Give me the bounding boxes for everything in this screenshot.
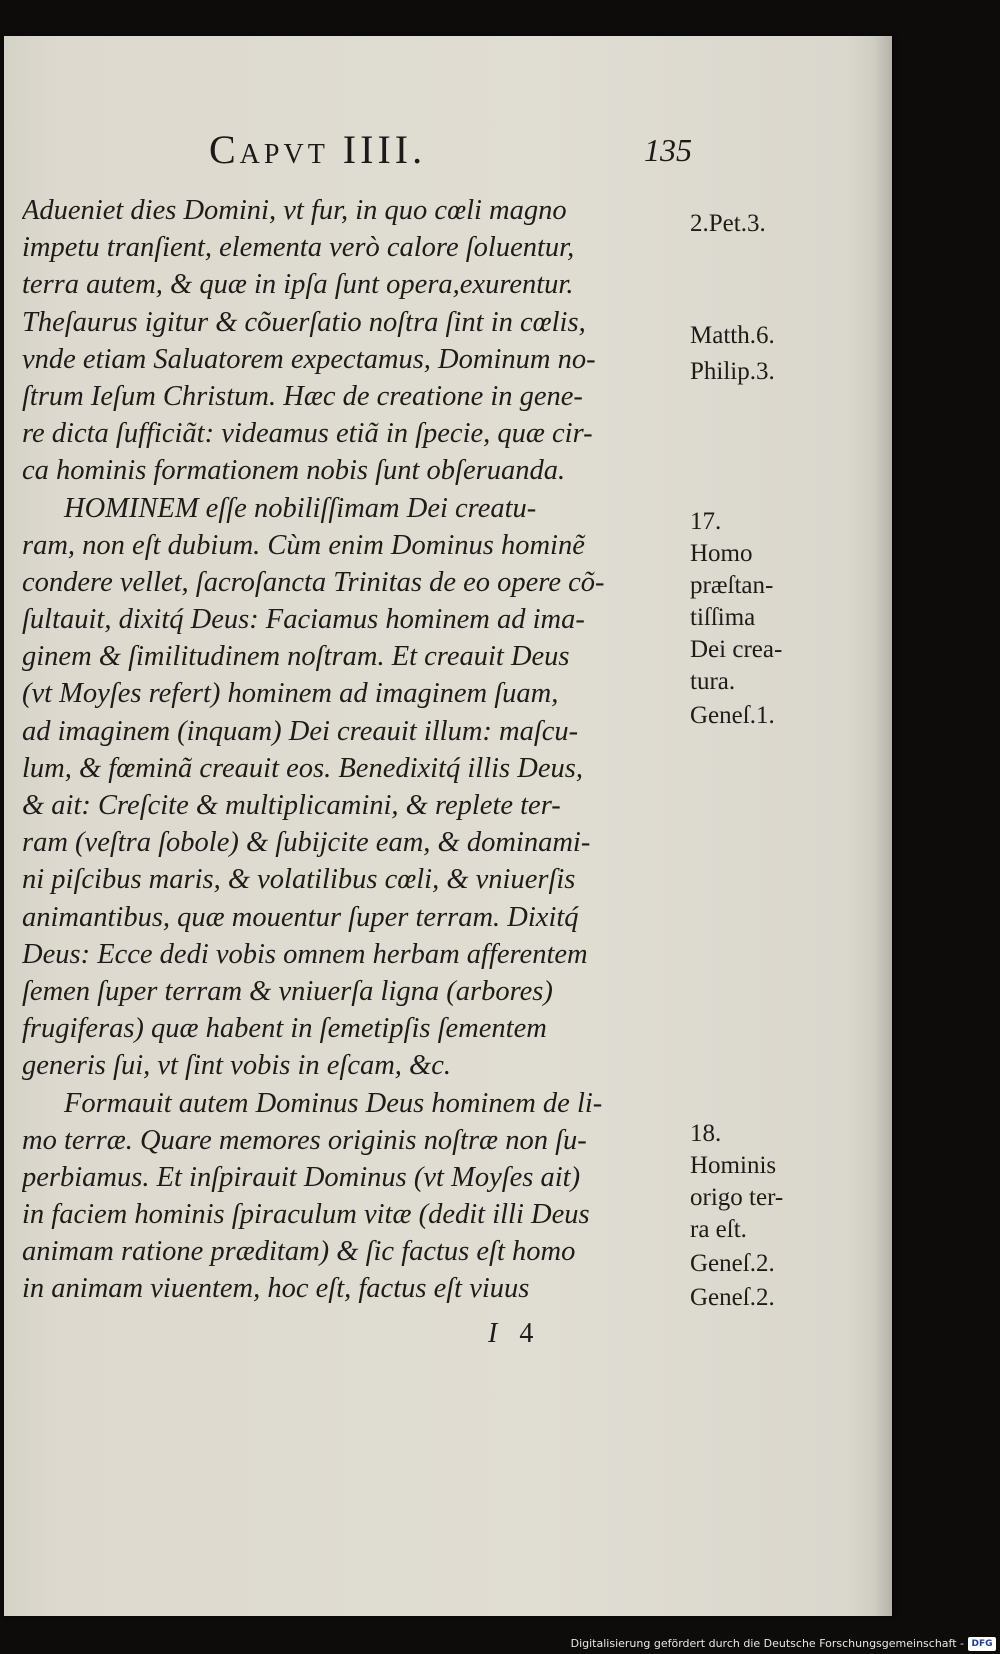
margin-note: tura. xyxy=(690,668,736,695)
margin-note: 18. xyxy=(690,1120,722,1147)
margin-note: Geneſ.2. xyxy=(690,1250,775,1277)
text-line: vnde etiam Saluatorem expectamus, Dominum no- xyxy=(22,343,596,375)
text-line: lum, & fœminã creauit eos. Benedixitq́ illis Deus, xyxy=(22,752,583,784)
text-line: condere vellet, ſacroſancta Trinitas de eo opere cõ- xyxy=(22,566,605,598)
text-line: Theſaurus igitur & cõuerſatio noſtra ſint in cœlis, xyxy=(22,306,586,338)
text-line: ſultauit, dixitq́ Deus: Faciamus hominem ad ima- xyxy=(22,604,585,636)
text-line: ni piſcibus maris, & volatilibus cœli, & vniuerſis xyxy=(22,864,576,896)
chapter-title: Capvt IIII. xyxy=(209,127,427,172)
text-line: Adueniet dies Domini, vt fur, in quo cœli magno xyxy=(22,195,567,226)
body-text xyxy=(22,192,662,1308)
text-line: Formauit autem Dominus Deus hominem de li- xyxy=(64,1087,603,1119)
text-line: HOMINEM eſſe nobiliſſimam Dei creatu- xyxy=(64,492,537,524)
text-line: animam ratione præditam) & ſic factus eſt homo xyxy=(22,1236,576,1268)
text-line: ad imaginem (inquam) Dei creauit illum: maſcu- xyxy=(22,715,579,747)
text-line: ginem & ſimilitudinem noſtram. Et creauit Deus xyxy=(22,641,570,673)
text-line: in animam viuentem, hoc eſt, factus eſt viuus xyxy=(22,1273,530,1305)
signature-mark xyxy=(488,1318,533,1350)
book-page xyxy=(4,36,892,1616)
text-line: generis ſui, vt ſint vobis in eſcam, &c. xyxy=(22,1050,452,1082)
margin-note: origo ter- xyxy=(690,1184,784,1211)
text-line: ca hominis formationem nobis ſunt obſeruanda. xyxy=(22,455,566,487)
text-line: ram (veſtra ſobole) & ſubijcite eam, & dominami- xyxy=(22,827,591,859)
running-head xyxy=(4,126,892,186)
text-line: frugiferas) quæ habent in ſemetipſis ſementem xyxy=(22,1013,547,1045)
text-line: & ait: Creſcite & multiplicamini, & replete ter- xyxy=(22,790,561,821)
margin-note: Homo xyxy=(690,540,753,567)
margin-note: 17. xyxy=(690,508,722,535)
funding-credit: Digitalisierung gefördert durch die Deutsche Forschungsgemeinschaft - xyxy=(570,1637,964,1650)
footer-bar xyxy=(0,1636,1000,1654)
margin-note: 2.Pet.3. xyxy=(690,210,766,237)
dfg-logo: DFG xyxy=(968,1637,996,1651)
signature-letter: I xyxy=(488,1318,498,1349)
margin-note: præſtan- xyxy=(690,572,774,599)
margin-note: ra eſt. xyxy=(690,1216,747,1243)
margin-note: Dei crea- xyxy=(690,636,783,663)
text-line: animantibus, quæ mouentur ſuper terram. Dixitq́ xyxy=(22,901,579,933)
signature-number: 4 xyxy=(519,1318,534,1349)
margin-note: Geneſ.1. xyxy=(690,702,775,729)
text-line: (vt Moyſes refert) hominem ad imaginem ſuam, xyxy=(22,678,559,710)
margin-note: tiſſima xyxy=(690,604,756,631)
text-line: perbiamus. Et inſpirauit Dominus (vt Moyſes ait) xyxy=(22,1161,581,1193)
text-line: Deus: Ecce dedi vobis omnem herbam afferentem xyxy=(22,938,588,970)
page-number: 135 xyxy=(644,132,692,168)
text-line: mo terræ. Quare memores originis noſtræ non ſu- xyxy=(22,1124,587,1156)
text-line: ſtrum Ieſum Christum. Hæc de creatione in gene- xyxy=(22,380,583,412)
text-line: impetu tranſient, elementa verò calore ſoluentur, xyxy=(22,232,575,264)
text-line: terra autem, & quæ in ipſa ſunt opera,exurentur. xyxy=(22,269,574,301)
margin-note: Matth.6. xyxy=(690,322,775,349)
text-line: in faciem hominis ſpiraculum vitæ (dedit illi Deus xyxy=(22,1199,590,1231)
margin-note: Philip.3. xyxy=(690,358,775,385)
text-line: re dicta ſufficiãt: videamus etiã in ſpecie, quæ cir- xyxy=(22,418,593,450)
margin-note: Geneſ.2. xyxy=(690,1284,775,1311)
text-line: ram, non eſt dubium. Cùm enim Dominus hominẽ xyxy=(22,529,585,561)
margin-note: Hominis xyxy=(690,1152,777,1179)
text-line: ſemen ſuper terram & vniuerſa ligna (arbores) xyxy=(22,975,553,1007)
